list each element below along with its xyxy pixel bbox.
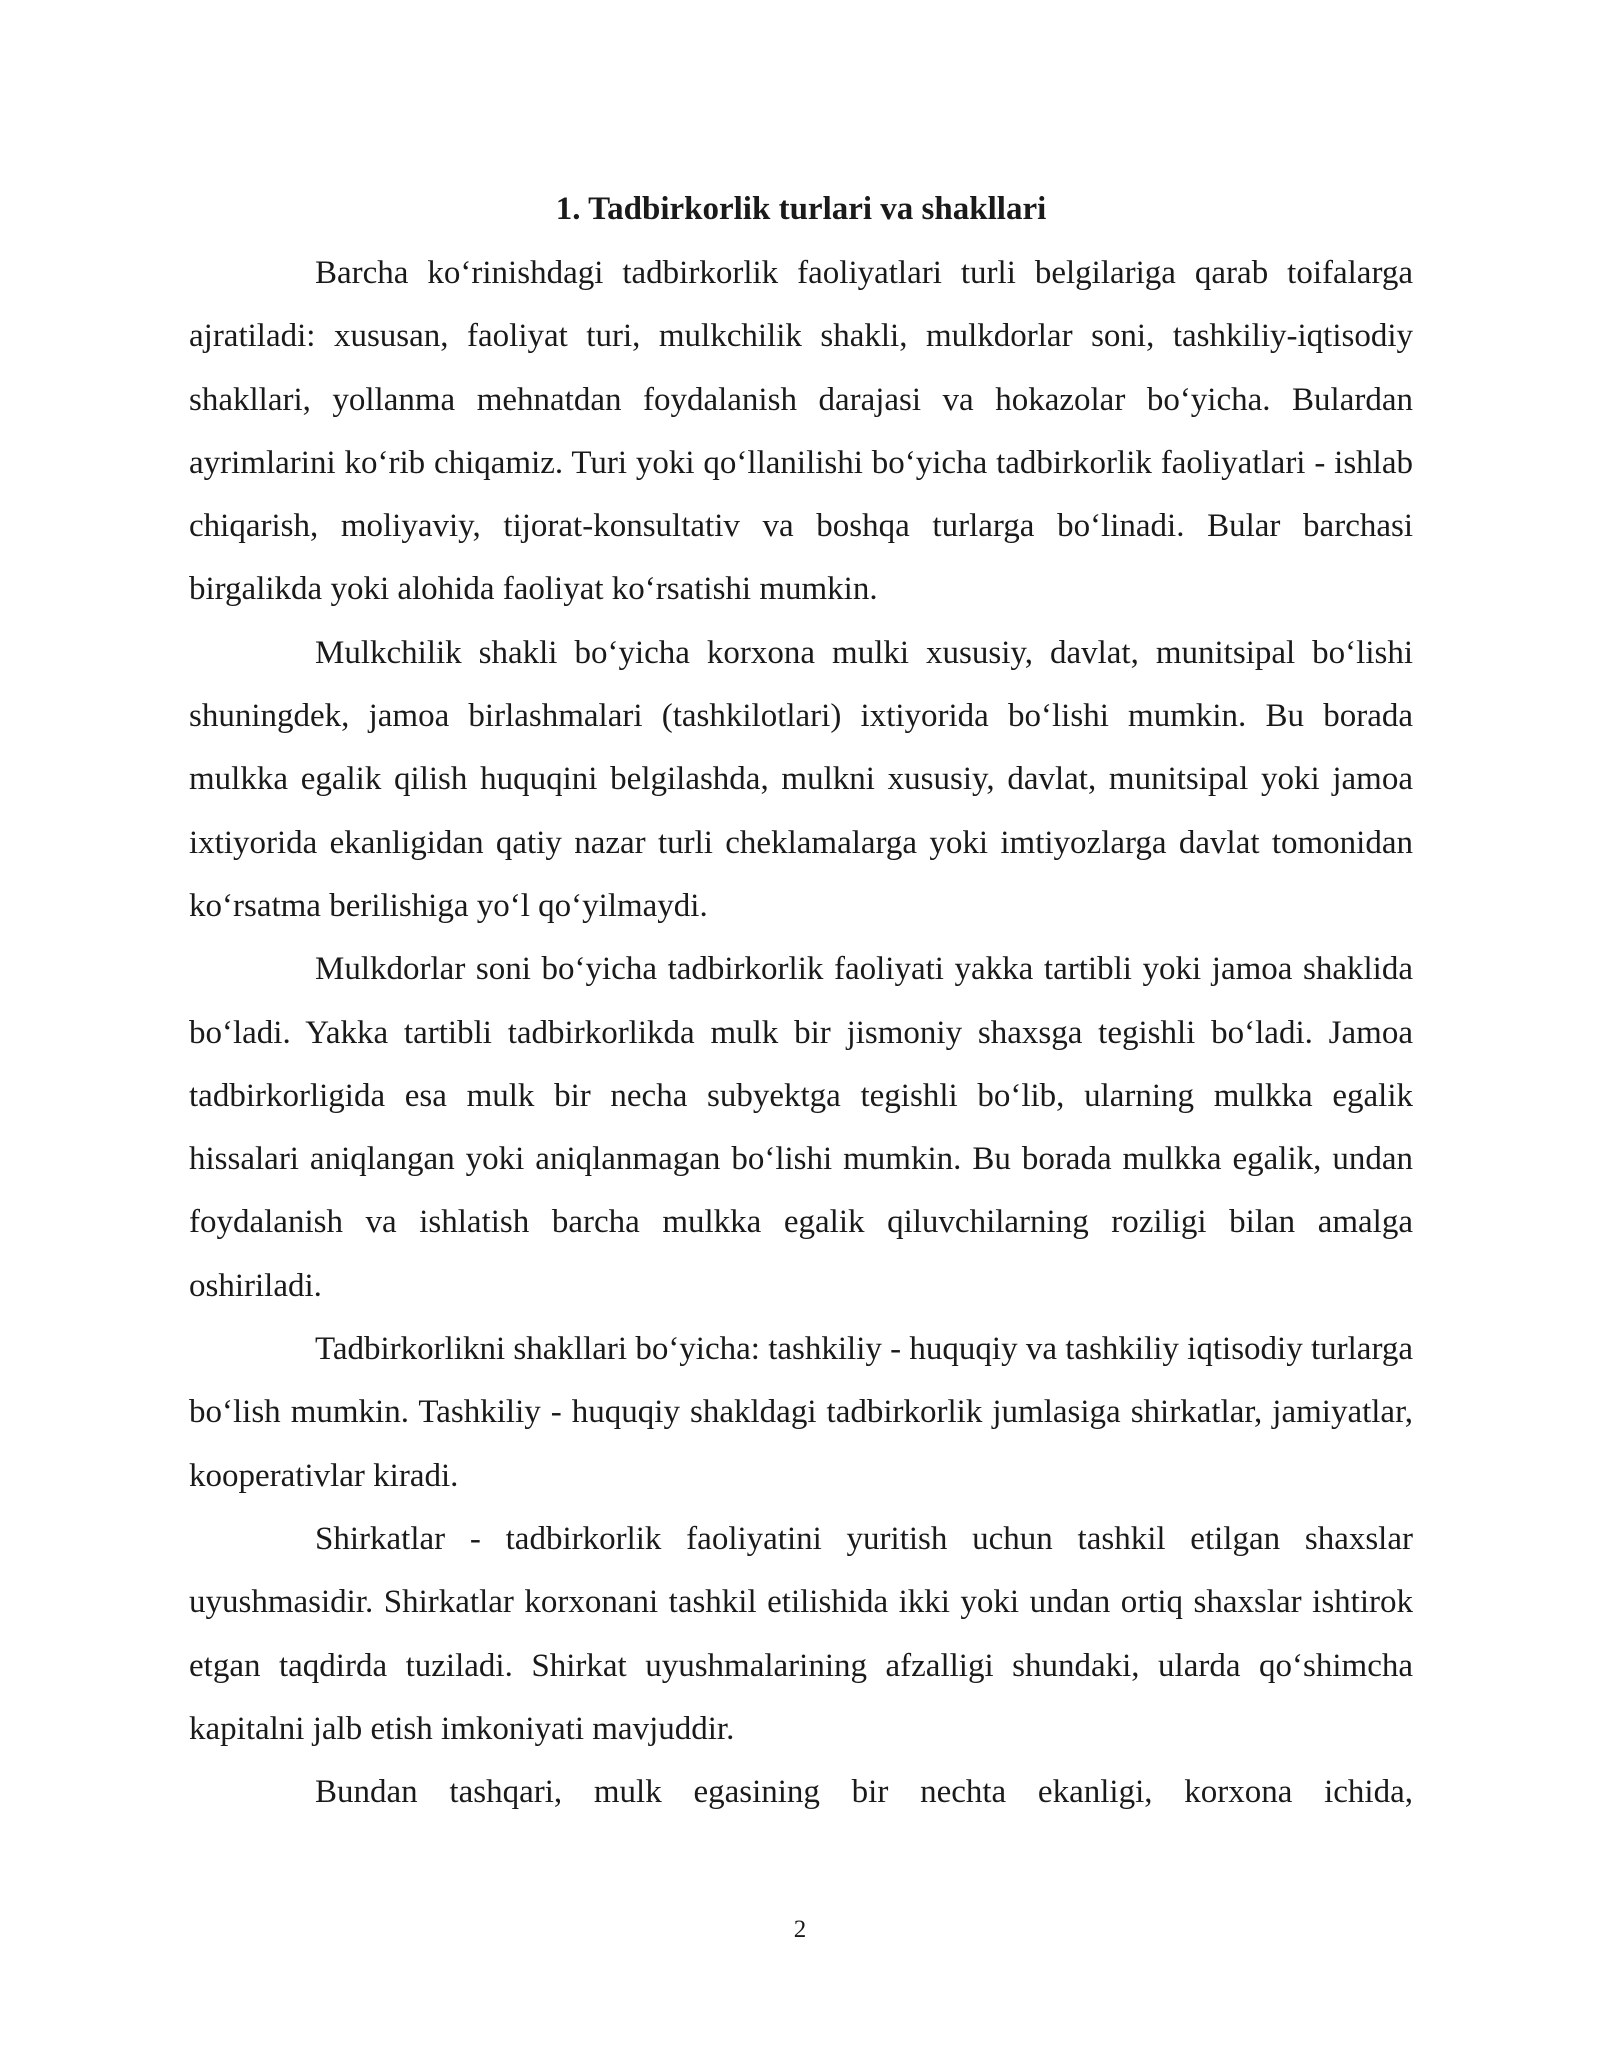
paragraph-owner-count: Mulkdorlar soni bo‘yicha tadbirkorlik faoliyati yakka tartibli yoki jamoa shaklida bo‘ladi. Yakka tartibli tadbirkorlikda mulk bir jismoniy shaxsga tegishli bo‘ladi. Jamoa tadbirkorligida esa mulk bir necha subyektga tegishli bo‘lib, ularning mulkka egalik hissalari aniqlangan yoki aniqlanmagan bo‘lishi mumkin. Bu borada mulkka egalik, undan foydalanish va ishlatish barcha mulkka egalik qiluvchilarning roziligi bilan amalga oshiriladi. bbox=[189, 951, 1413, 1304]
page-body bbox=[189, 176, 1413, 1824]
paragraph-ownership-form: Mulkchilik shakli bo‘yicha korxona mulki xususiy, davlat, munitsipal bo‘lishi shuningdek, jamoa birlashmalari (tashkilotlari) ixtiyorida bo‘lishi mumkin. Bu borada mulkka egalik qilish huquqini belgilashda, mulkni xususiy, davlat, munitsipal yoki jamoa ixtiyorida ekanligidan qatiy nazar turli cheklamalarga yoki imtiyozlarga davlat tomonidan ko‘rsatma berilishiga yo‘l qo‘yilmaydi. bbox=[189, 634, 1413, 924]
page-number: 2 bbox=[793, 1916, 807, 1943]
section-title: 1. Tadbirkorlik turlari va shakllari bbox=[555, 191, 1047, 227]
paragraph-partnerships: Shirkatlar - tadbirkorlik faoliyatini yuritish uchun tashkil etilgan shaxslar uyushmasidir. Shirkatlar korxonani tashkil etilishida ikki yoki undan ortiq shaxslar ishtirok etgan taqdirda tuziladi. Shirkat uyushmalarining afzalligi shundaki, ularda qo‘shimcha kapitalni jalb etish imkoniyati mavjuddir. bbox=[189, 1520, 1413, 1747]
paragraph-business-forms: Tadbirkorlikni shakllari bo‘yicha: tashkiliy - huquqiy va tashkiliy iqtisodiy turlarga bo‘lish mumkin. Tashkiliy - huquqiy shakldagi tadbirkorlik jumlasiga shirkatlar, jamiyatlar, kooperativlar kiradi. bbox=[189, 1331, 1413, 1494]
paragraph-activity-types: Barcha ko‘rinishdagi tadbirkorlik faoliyatlari turli belgilariga qarab toifalarga ajratiladi: xususan, faoliyat turi, mulkchilik shakli, mulkdorlar soni, tashkiliy-iqtisodiy shakllari, yollanma mehnatdan foydalanish darajasi va hokazolar bo‘yicha. Bulardan ayrimlarini ko‘rib chiqamiz. Turi yoki qo‘llanilishi bo‘yicha tadbirkorlik faoliyatlari - ishlab chiqarish, moliyaviy, tijorat-konsultativ va boshqa turlarga bo‘linadi. Bular barchasi birgalikda yoki alohida faoliyat ko‘rsatishi mumkin. bbox=[189, 255, 1413, 608]
paragraph-continuation: Bundan tashqari, mulk egasining bir nechta ekanligi, korxona ichida, bbox=[315, 1774, 1413, 1811]
